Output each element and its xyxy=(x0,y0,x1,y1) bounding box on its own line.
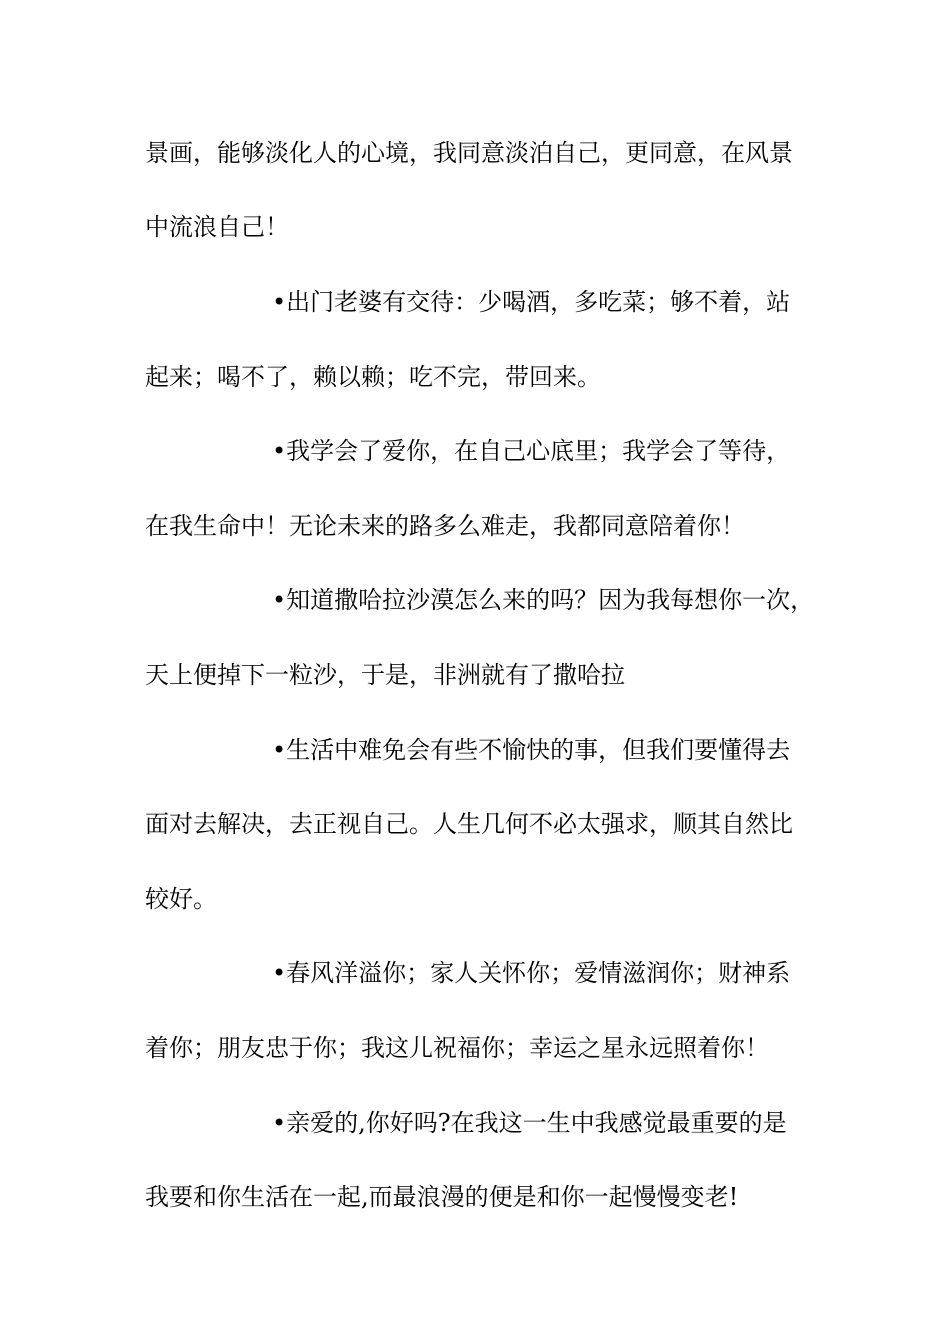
bullet-paragraph-1-line-1: •出门老婆有交待：少喝酒，多吃菜；够不着，站 xyxy=(272,288,791,316)
bullet-paragraph-2-line-1: •我学会了爱你，在自己心底里；我学会了等待， xyxy=(272,437,791,465)
text-line-2: 中流浪自己！ xyxy=(145,213,289,241)
bullet-paragraph-2-line-2: 在我生命中！无论未来的路多么难走，我都同意陪着你！ xyxy=(145,512,745,540)
bullet-paragraph-6-line-1: •亲爱的,你好吗?在我这一生中我感觉最重要的是 xyxy=(272,1109,787,1137)
bullet-paragraph-3-line-2: 天上便掉下一粒沙，于是，非洲就有了撒哈拉 xyxy=(145,661,625,689)
bullet-paragraph-1-line-2: 起来；喝不了，赖以赖；吃不完，带回来。 xyxy=(145,363,601,391)
bullet-paragraph-4-line-2: 面对去解决，去正视自己。人生几何不必太强求，顺其自然比 xyxy=(145,810,793,838)
bullet-paragraph-4-line-3: 较好。 xyxy=(145,885,217,913)
text-line-1: 景画，能够淡化人的心境，我同意淡泊自己，更同意，在风景 xyxy=(145,139,793,167)
bullet-paragraph-3-line-1: •知道撒哈拉沙漠怎么来的吗？因为我每想你一次， xyxy=(272,586,815,614)
bullet-paragraph-5-line-1: •春风洋溢你；家人关怀你；爱情滋润你；财神系 xyxy=(272,959,791,987)
bullet-paragraph-6-line-2: 我要和你生活在一起,而最浪漫的便是和你一起慢慢变老! xyxy=(145,1183,739,1211)
bullet-paragraph-4-line-1: •生活中难免会有些不愉快的事，但我们要懂得去 xyxy=(272,736,791,764)
bullet-paragraph-5-line-2: 着你；朋友忠于你；我这儿祝福你；幸运之星永远照着你！ xyxy=(145,1034,769,1062)
